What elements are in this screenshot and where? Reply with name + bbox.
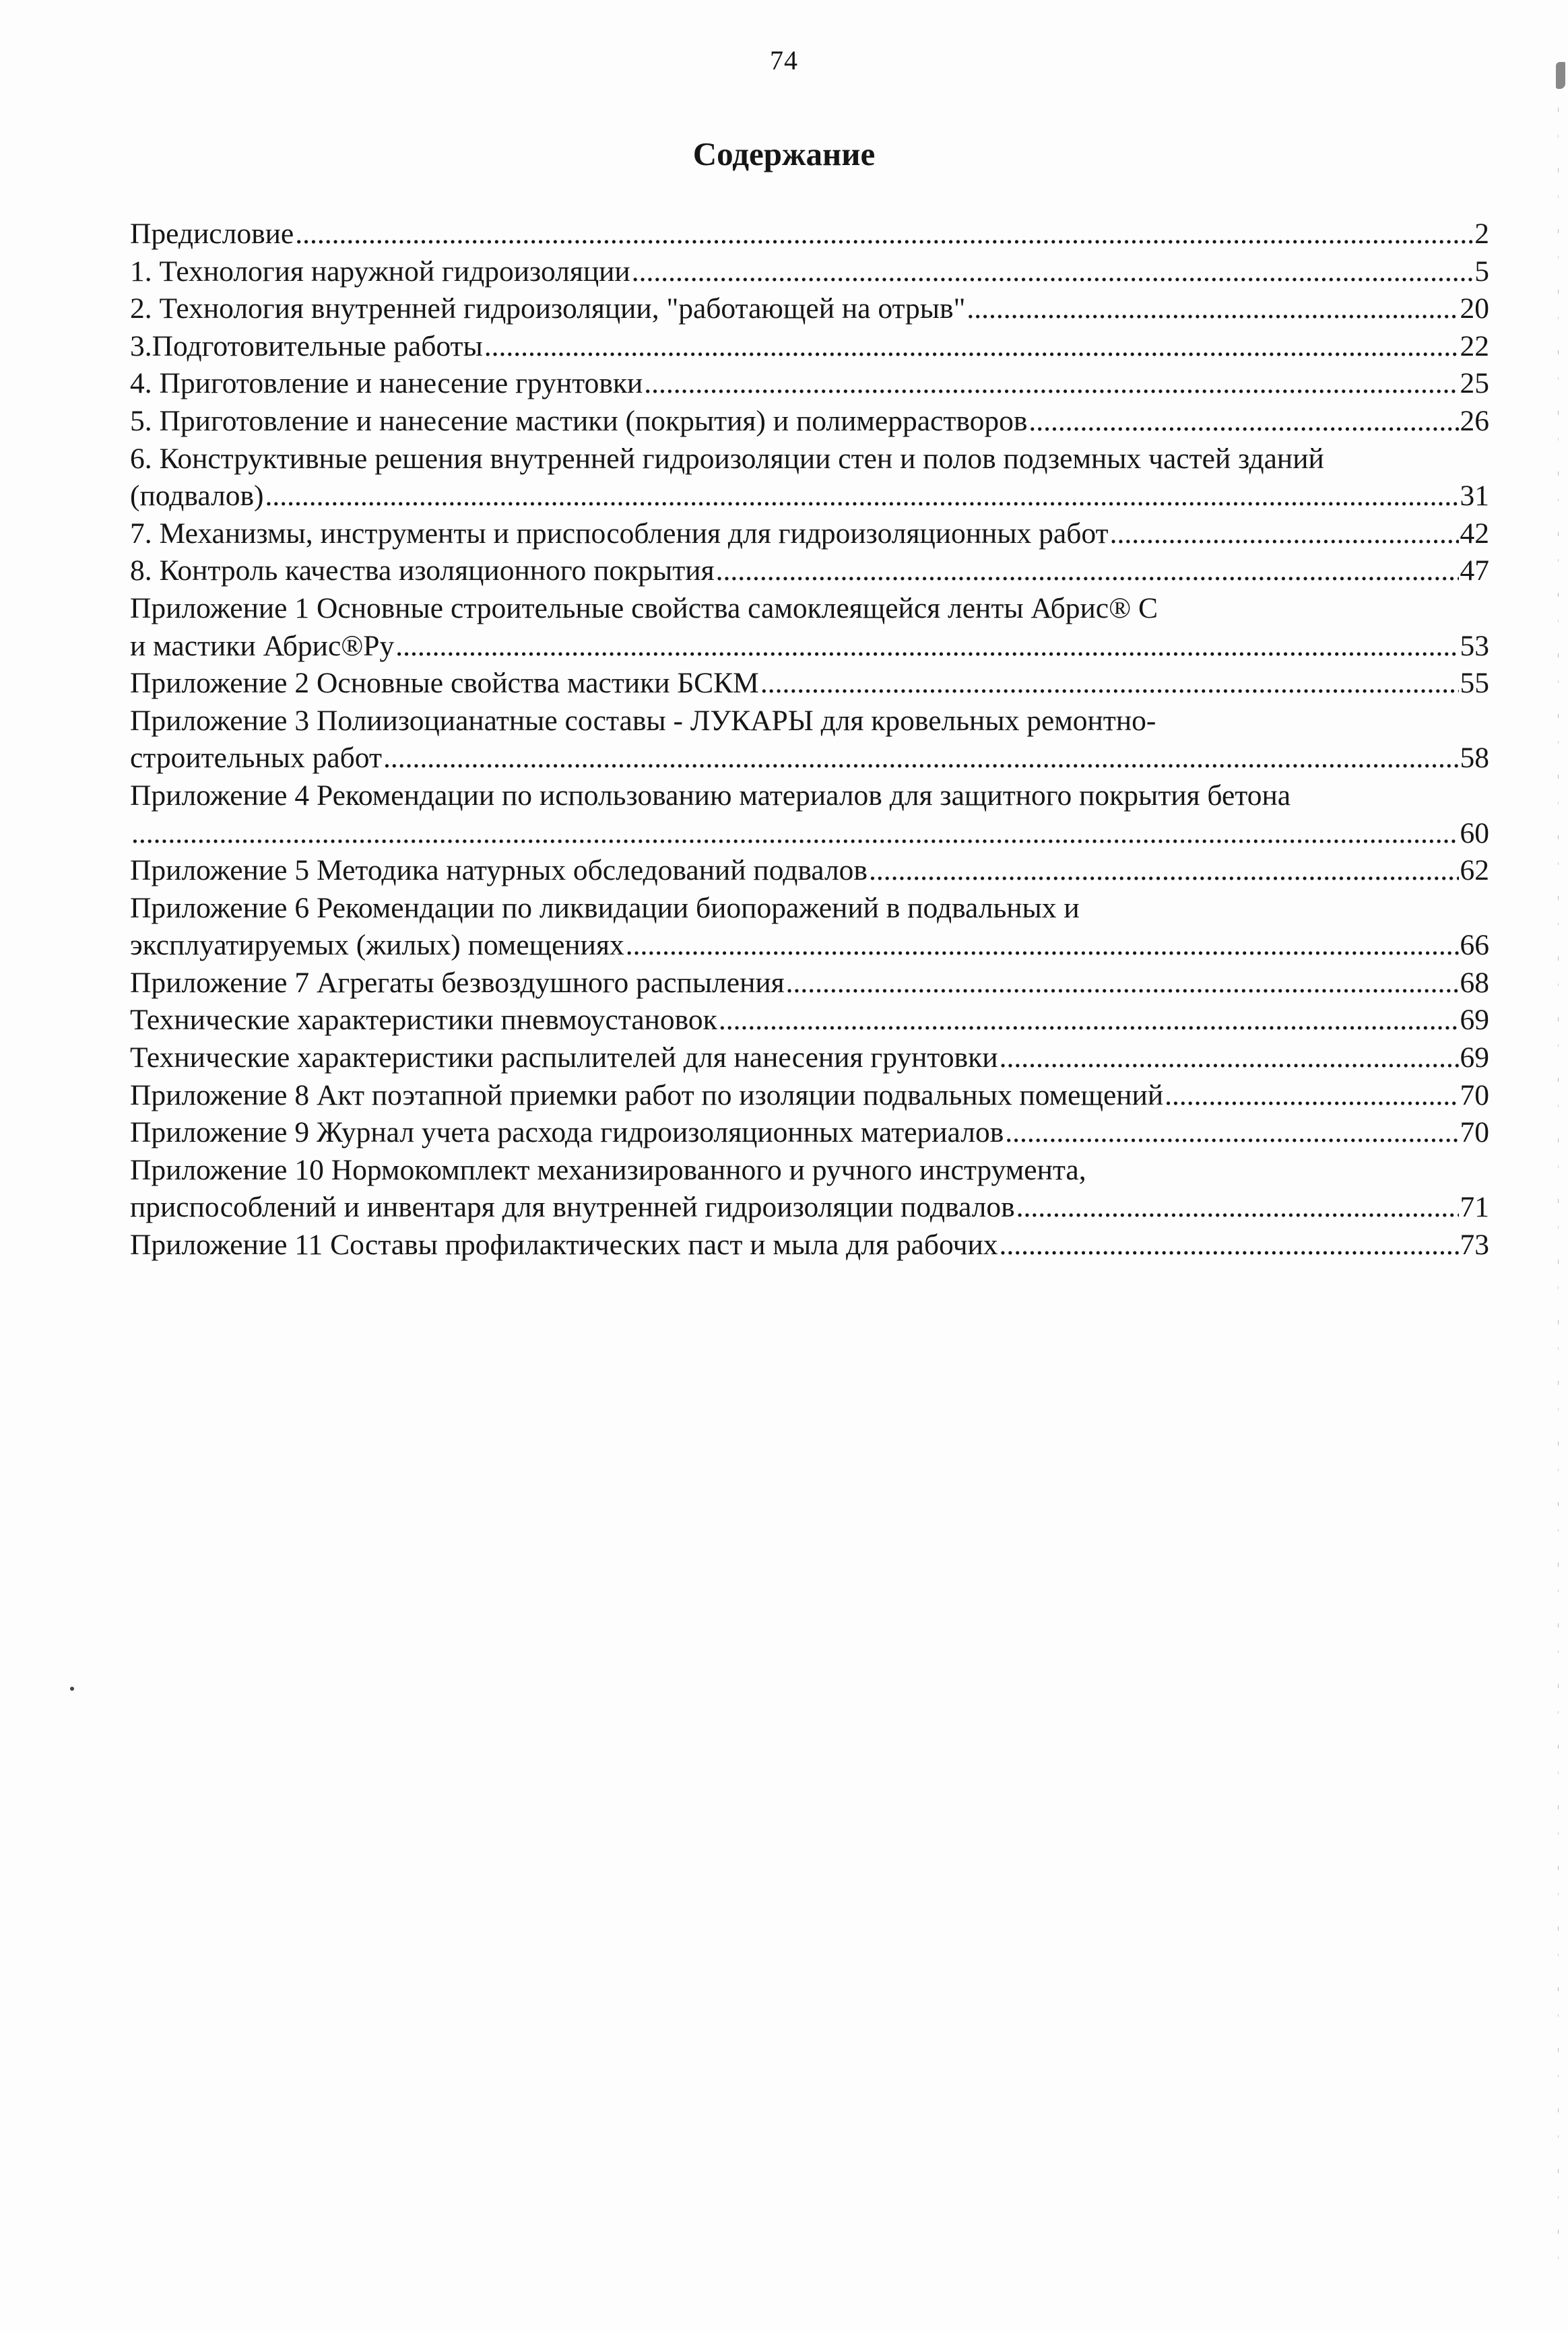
toc-entry [130, 1227, 1489, 1264]
toc-entry-text: Приложение 8 Акт поэтапной приемки работ по изоляции подвальных помещений [130, 1078, 1164, 1111]
toc-entry-text: Приложение 5 Методика натурных обследований подвалов [130, 854, 868, 887]
toc-page-number: 69 [1460, 1004, 1489, 1037]
toc-page-number: 68 [1460, 966, 1489, 999]
toc-entry-text: Приложение 1 Основные строительные свойства самоклеящейся ленты Абрис® С [130, 591, 1158, 624]
scan-edge [1548, 0, 1568, 2332]
toc-dot-leader [1000, 1039, 1459, 1077]
toc-entry-line [130, 290, 1489, 328]
toc-dot-leader [1005, 1114, 1458, 1152]
toc-entry-line [130, 552, 1489, 590]
toc-entry-line [130, 740, 1489, 777]
toc-page-number: 42 [1460, 517, 1489, 550]
toc-entry [130, 852, 1489, 890]
table-of-contents [130, 216, 1489, 1264]
toc-page-number: 60 [1460, 816, 1489, 849]
toc-dot-leader [1028, 403, 1458, 441]
toc-page-number: 69 [1460, 1041, 1489, 1074]
toc-dot-leader [295, 216, 1473, 253]
toc-entry-line [130, 478, 1489, 515]
toc-dot-leader [967, 290, 1458, 328]
toc-entry-line [130, 1002, 1489, 1039]
toc-page-number: 2 [1474, 218, 1489, 250]
toc-page-number: 31 [1460, 480, 1489, 513]
toc-dot-leader [1165, 1077, 1458, 1115]
toc-entry-line [130, 815, 1489, 853]
toc-page-number: 25 [1460, 367, 1489, 400]
toc-dot-leader [632, 253, 1474, 291]
toc-entry [130, 552, 1489, 590]
toc-page-number: 5 [1474, 255, 1489, 288]
toc-page-number: 70 [1460, 1078, 1489, 1111]
toc-dot-leader [786, 965, 1459, 1002]
toc-entry-text: Приложение 11 Составы профилактических паст и мыла для рабочих [130, 1229, 998, 1262]
toc-page-number: 20 [1460, 292, 1489, 325]
toc-entry-line [130, 403, 1489, 441]
toc-entry-text: 6. Конструктивные решения внутренней гидроизоляции стен и полов подземных частей зданий [130, 442, 1324, 475]
toc-entry-line [130, 665, 1489, 703]
toc-entry [130, 590, 1489, 665]
toc-dot-leader [644, 365, 1458, 403]
toc-entry-text: Приложение 2 Основные свойства мастики БСКМ [130, 667, 759, 700]
toc-entry [130, 965, 1489, 1002]
toc-dot-leader [1016, 1189, 1459, 1227]
toc-dot-leader [760, 665, 1459, 703]
toc-page-number: 66 [1460, 929, 1489, 962]
toc-entry [130, 290, 1489, 328]
toc-entry-text: 2. Технология внутренней гидроизоляции, "работающей на отрыв" [130, 292, 966, 325]
toc-dot-leader [265, 478, 1459, 515]
toc-page-number: 62 [1460, 854, 1489, 887]
toc-entry [130, 777, 1489, 852]
scan-edge-mark [1556, 62, 1565, 89]
toc-entry-line [130, 852, 1489, 890]
toc-entry-line [130, 365, 1489, 403]
toc-entry-text: 5. Приготовление и нанесение мастики (покрытия) и полимеррастворов [130, 404, 1028, 437]
toc-entry-line [130, 216, 1489, 253]
toc-entry-text: 3.Подготовительные работы [130, 329, 483, 362]
toc-entry-line [130, 253, 1489, 291]
toc-entry-line [130, 1077, 1489, 1115]
toc-entry-line [130, 965, 1489, 1002]
scan-speck [70, 1687, 74, 1691]
scan-edge-line [1558, 108, 1559, 2263]
toc-dot-leader [395, 628, 1458, 666]
toc-page-number: 55 [1460, 667, 1489, 700]
toc-entry-text: Предисловие [130, 218, 294, 250]
toc-entry [130, 1114, 1489, 1152]
toc-entry-line [130, 515, 1489, 553]
page-number: 74 [770, 45, 798, 75]
toc-dot-leader [1110, 515, 1459, 553]
toc-entry [130, 328, 1489, 366]
toc-entry [130, 253, 1489, 291]
toc-dot-leader [383, 740, 1459, 777]
toc-entry-text: (подвалов) [130, 480, 264, 513]
toc-entry-line [130, 927, 1489, 965]
toc-page-number: 26 [1460, 404, 1489, 437]
toc-dot-leader [716, 552, 1459, 590]
toc-title: Содержание [692, 135, 876, 172]
toc-dot-leader [484, 328, 1459, 366]
toc-entry [130, 703, 1489, 777]
toc-dot-leader [719, 1002, 1459, 1039]
toc-entry-text: приспособлений и инвентаря для внутренней гидроизоляции подвалов [130, 1191, 1015, 1224]
toc-entry-text: Приложение 6 Рекомендации по ликвидации биопоражений в подвальных и [130, 891, 1080, 924]
toc-entry-text: Технические характеристики распылителей для нанесения грунтовки [130, 1041, 998, 1074]
toc-entry-line [130, 1039, 1489, 1077]
toc-entry-line [130, 1227, 1489, 1264]
toc-page-number: 58 [1460, 742, 1489, 775]
toc-page-number: 73 [1460, 1229, 1489, 1262]
toc-entry [130, 1002, 1489, 1039]
toc-entry-line [130, 1189, 1489, 1227]
toc-entry-text: 7. Механизмы, инструменты и приспособления для гидроизоляционных работ [130, 517, 1109, 550]
toc-entry [130, 665, 1489, 703]
toc-entry-text: Приложение 10 Нормокомплект механизированного и ручного инструмента, [130, 1153, 1086, 1186]
toc-entry-text: строительных работ [130, 742, 382, 775]
toc-page-number: 71 [1460, 1191, 1489, 1224]
toc-dot-leader [626, 927, 1459, 965]
toc-entry-line [130, 1114, 1489, 1152]
toc-entry [130, 216, 1489, 253]
toc-entry-line [130, 328, 1489, 366]
toc-entry-text: и мастики Абрис®Ру [130, 629, 395, 662]
toc-page-number: 70 [1460, 1116, 1489, 1149]
toc-entry [130, 1077, 1489, 1115]
toc-entry-text: Приложение 3 Полиизоцианатные составы - ЛУКАРЫ для кровельных ремонтно- [130, 704, 1156, 737]
toc-entry-text: Приложение 9 Журнал учета расхода гидроизоляционных материалов [130, 1116, 1004, 1149]
toc-entry-text: Технические характеристики пневмоустановок [130, 1004, 717, 1037]
toc-page-number: 53 [1460, 629, 1489, 662]
toc-entry-text: 8. Контроль качества изоляционного покрытия [130, 554, 715, 587]
toc-entry [130, 1152, 1489, 1227]
toc-entry [130, 515, 1489, 553]
toc-entry-line [130, 628, 1489, 666]
toc-entry [130, 365, 1489, 403]
toc-entry [130, 1039, 1489, 1077]
toc-dot-leader [1000, 1227, 1459, 1264]
toc-entry-text: 4. Приготовление и нанесение грунтовки [130, 367, 643, 400]
toc-entry-text: 1. Технология наружной гидроизоляции [130, 255, 630, 288]
toc-entry-text: Приложение 7 Агрегаты безвоздушного распыления [130, 966, 785, 999]
toc-page-number: 47 [1460, 554, 1489, 587]
toc-entry-text: эксплуатируемых (жилых) помещениях [130, 929, 624, 962]
toc-dot-leader [869, 852, 1459, 890]
toc-dot-leader [131, 815, 1459, 853]
toc-entry [130, 890, 1489, 965]
toc-page-number: 22 [1460, 329, 1489, 362]
toc-entry-text: Приложение 4 Рекомендации по использованию материалов для защитного покрытия бетона [130, 779, 1291, 812]
toc-entry [130, 403, 1489, 441]
toc-entry [130, 441, 1489, 515]
